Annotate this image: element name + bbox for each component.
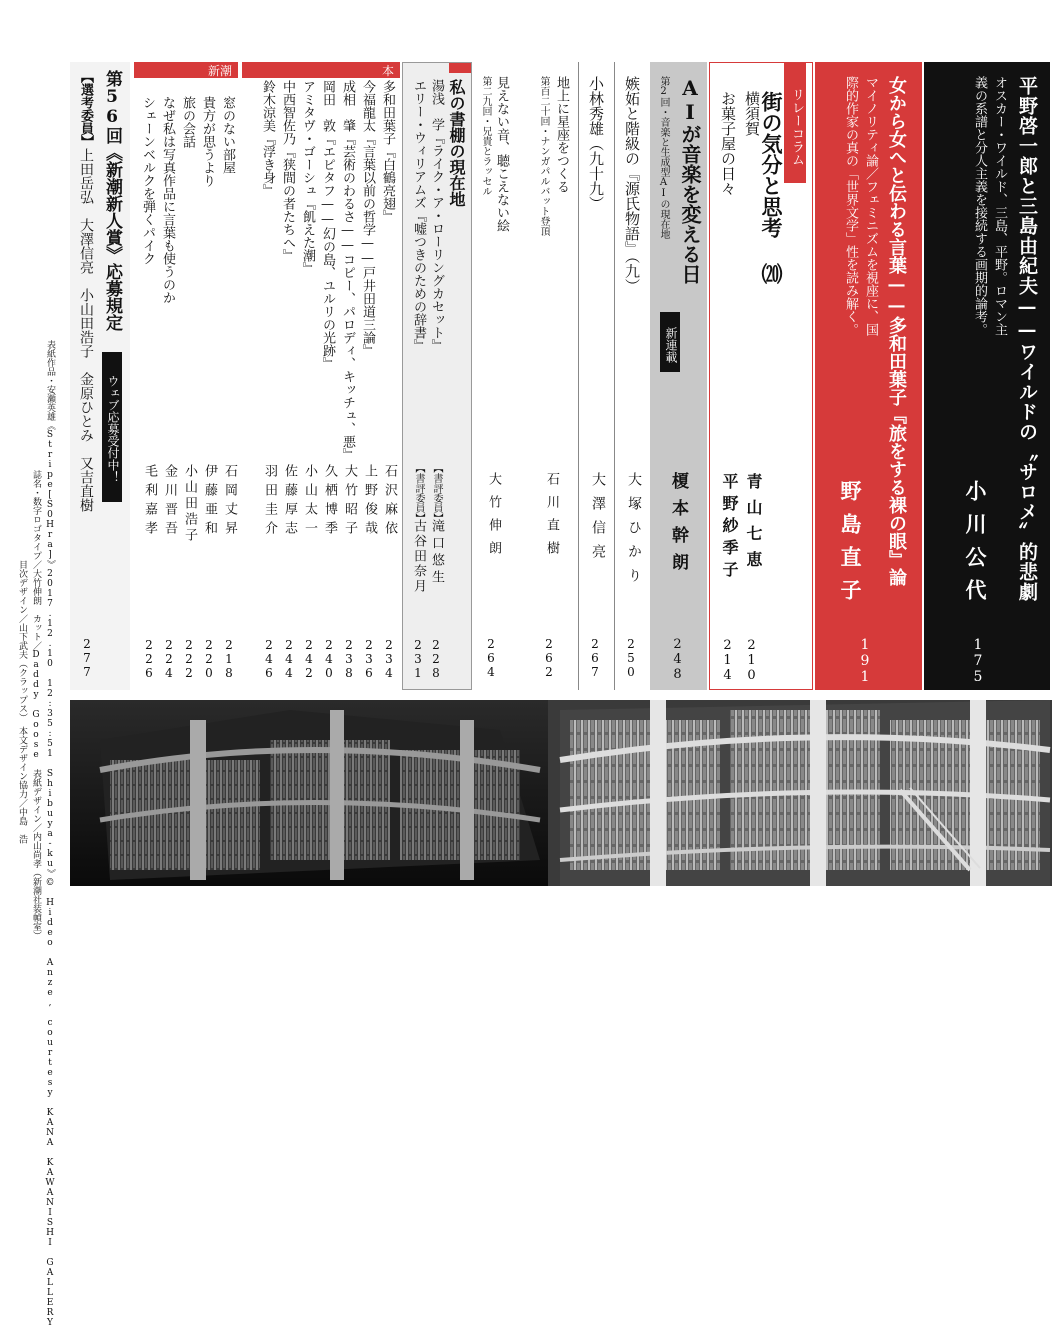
page-number: 250 (624, 637, 638, 679)
judges-list: 上田岳弘 大澤信亮 小山田浩子 金原ひとみ 又吉直樹 (78, 148, 94, 512)
serial-author: 大澤信亮 (590, 472, 606, 568)
serial-4 (476, 62, 512, 690)
bookshelf-item: 湯浅 学『ライク・ア・ローリングカセット』 (429, 79, 444, 352)
serial-author: 大竹伸朗 (486, 472, 501, 564)
serial-title: 地上に星座をつくる (554, 76, 569, 193)
shincho-header: 新潮 (134, 62, 238, 78)
feature-sub: 義の系譜と分人主義を接続する画期的論考。 (972, 76, 987, 336)
shincho-item: シェーンベルクを弾くパイク (140, 96, 155, 265)
page-number: 238 (342, 638, 356, 680)
book-author: 佐藤厚志 (282, 464, 297, 540)
page-number: 267 (588, 637, 602, 679)
relay-item-title: 横須賀 (743, 91, 761, 136)
serial-title: 小林秀雄（九十九） (587, 76, 605, 211)
bookshelf-author: 古谷田奈月 (411, 519, 426, 594)
new-serial-badge: 新連載 (660, 312, 680, 372)
serial-author: 石川直樹 (544, 472, 559, 564)
page-number: 191 (857, 637, 873, 685)
feature-title: 平野啓一郎と三島由紀夫——ワイルドの〝サロメ〟的悲劇 (1016, 76, 1038, 602)
relay-author: 青山七恵 (744, 473, 763, 577)
book-item: 今福龍太『言葉以前の哲学——戸井田道三論』 (360, 80, 375, 357)
feature-author: 小川公代 (963, 480, 988, 612)
page-number: 234 (382, 638, 396, 680)
page-number: 224 (162, 638, 176, 680)
feature-sub: オスカー・ワイルド、三島、平野。ロマン主 (992, 76, 1007, 336)
page-number: 277 (80, 637, 94, 679)
page-number: 231 (411, 638, 425, 680)
book-item: 多和田葉子『白鶴亮翅』 (380, 80, 395, 223)
serial-sub: 第百二十回・ナンガパルバット登頂 (538, 76, 549, 236)
shincho-item: 貴方が思うより (200, 96, 215, 187)
shincho-item: 窓のない部屋 (220, 96, 235, 174)
feature-sub: 際的作家の真の「世界文学」性を読み解く。 (843, 76, 858, 336)
page-number: 175 (970, 637, 986, 685)
judges-label: 【選考委員】 (78, 70, 93, 148)
feature-nojima[interactable] (815, 62, 922, 690)
page-number: 242 (302, 638, 316, 680)
book-author: 小山太一 (302, 464, 317, 540)
serial-sub: 第二九回・兄貴とラッセル (480, 76, 491, 196)
serial-title: 見えない音、聴こえない絵 (494, 76, 509, 232)
shincho-item: 旅の会話 (180, 96, 195, 148)
book-author: 上野俊哉 (362, 464, 377, 540)
credit-line: 誌名・数字ロゴタイプ／大竹伸朗 カット／Daddy Goose 表紙デザイン／内山尚孝（新潮社装幀室） (31, 470, 41, 940)
serial-author: 大塚ひかり (626, 472, 642, 592)
bookshelf-author: 滝口悠生 (429, 519, 444, 587)
book-author: 石沢麻依 (382, 464, 397, 540)
book-item: 鈴木涼美『浮き身』 (260, 80, 275, 197)
shincho-section (134, 80, 238, 690)
relay-author: 平野紗季子 (720, 473, 739, 583)
page-number: 236 (362, 638, 376, 680)
relay-column[interactable] (709, 62, 813, 690)
bookshelf-title: 私の書棚の現在地 (447, 79, 466, 207)
relay-title: 街の気分と思考 (759, 91, 784, 238)
shincho-item: なぜ私は写真作品に言葉も使うのか (160, 96, 175, 304)
bookshelf-role: 【書評委員】 (431, 463, 442, 523)
book-author: 大竹昭子 (342, 464, 357, 540)
cover-artwork (70, 700, 1052, 886)
feature-author: 野島直子 (838, 480, 863, 612)
page-number: 244 (282, 638, 296, 680)
prize-section[interactable] (70, 62, 130, 690)
page-number: 222 (182, 638, 196, 680)
book-item: 岡田 敦『エピタフ——幻の島、ユルリの光跡』 (320, 80, 335, 370)
bookshelf-item: エリー・ウィリアムズ『嘘つきのための辞書』 (411, 79, 426, 352)
feature-title: AIが音楽を変える日 (678, 76, 702, 284)
page-number: 214 (720, 638, 735, 683)
feature-title: 女から女へと伝わる言葉——多和田葉子『旅をする裸の眼』論 (886, 76, 907, 586)
book-author: 久栖博季 (322, 464, 337, 540)
shincho-author: 石岡丈昇 (222, 464, 237, 540)
relay-badge: リレーコラム (784, 63, 806, 183)
web-entry-badge[interactable]: ウェブ応募受付中！ (102, 352, 122, 502)
library-illustration (70, 700, 1052, 886)
feature-sub: マイノリティ論／フェミニズムを視座に、国 (863, 76, 878, 336)
page-number: 246 (262, 638, 276, 680)
page-number: 220 (202, 638, 216, 680)
serial-title: 嫉妬と階級の『源氏物語』（九） (623, 76, 641, 294)
page-number: 226 (142, 638, 156, 680)
relay-number: ⒇ (759, 263, 784, 284)
books-section (242, 80, 400, 690)
books-header: 本 (242, 62, 400, 78)
credit-line: 表紙作品・安瀬英雄《Stripe[S0Hra]》2017.12.10 12:35:51 Shibuya-ku》© Hideo Anze, courtesy KANA KAWANISHI GALLERY (45, 340, 55, 1328)
shincho-author: 小山田浩子 (182, 464, 197, 544)
serials (512, 62, 648, 690)
bookshelf-section (402, 62, 472, 690)
feature-author: 榎本幹朗 (668, 472, 688, 580)
feature-ogawa[interactable] (924, 62, 1050, 690)
shincho-author: 金川晋吾 (162, 464, 177, 540)
bookshelf-role: 【書評委員】 (413, 463, 424, 523)
page-number: 228 (429, 638, 443, 680)
shincho-author: 伊藤亜和 (202, 464, 217, 540)
page-number: 248 (670, 637, 685, 682)
book-item: 中西智佐乃『狭間の者たちへ』 (280, 80, 295, 262)
page-number: 218 (222, 638, 236, 680)
shincho-author: 毛利嘉孝 (142, 464, 157, 540)
relay-item-title: お菓子屋の日々 (719, 91, 737, 196)
credit-line: 目次デザイン／山下武夫（クラップス） 本文デザイン協力／中島 浩 (17, 560, 27, 844)
feature-sub: 第2回・音楽と生成型AIの現在地 (658, 76, 669, 239)
book-author: 羽田圭介 (262, 464, 277, 540)
prize-title: 第56回《新潮新人賞》応募規定 (102, 70, 122, 331)
book-item: アミタヴ・ゴーシュ『飢えた潮』 (300, 80, 315, 275)
page-number: 264 (484, 637, 498, 679)
book-item: 成相 肇『芸術のわるさ——コピー、パロディ、キッチュ、悪』 (340, 80, 355, 461)
page-number: 210 (744, 638, 759, 683)
feature-enomoto[interactable] (650, 62, 707, 690)
page-number: 240 (322, 638, 336, 680)
page-number: 262 (542, 637, 556, 679)
